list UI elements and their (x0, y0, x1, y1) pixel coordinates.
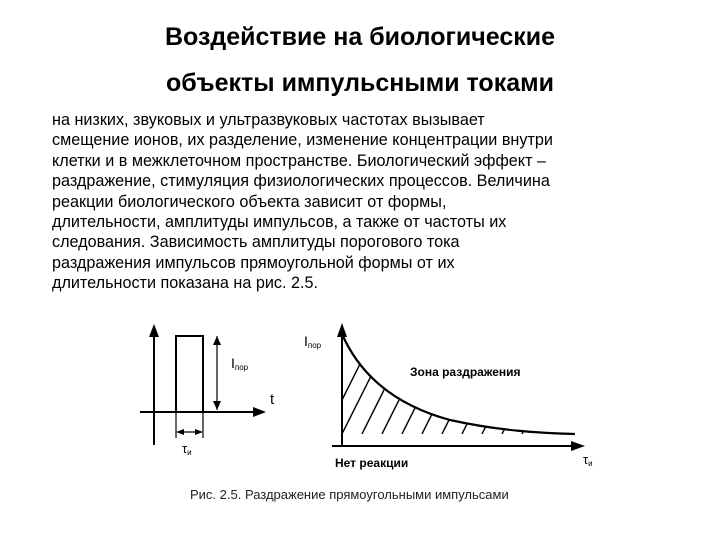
stimulation-zone-label: Зона раздражения (410, 365, 521, 379)
hatch-line (502, 334, 552, 434)
hatch-line (482, 334, 532, 434)
y-axis-label: Iпор (304, 333, 322, 350)
duration-arrow-left (176, 429, 184, 435)
hatch-line (462, 334, 512, 434)
no-reaction-label: Нет реакции (335, 456, 409, 470)
body-line-6: длительности, амплитуды импульсов, а также от частоты их (52, 213, 507, 232)
title-line-2: объекты импульсными токами (166, 69, 554, 97)
hatch-line (382, 334, 432, 434)
hatch-line (342, 340, 372, 400)
pulse-x-arrow (253, 407, 266, 417)
body-line-2: смещение ионов, их разделение, изменение концентрации внутри (52, 131, 553, 150)
amplitude-label: Iпор (231, 355, 249, 372)
body-line-5: реакции биологического объекта зависит от формы, (52, 192, 447, 211)
hatch-line (522, 334, 572, 434)
pulse-y-arrow (149, 324, 159, 337)
curve-y-arrow (337, 323, 347, 337)
pulse-waveform (176, 336, 203, 412)
no-reaction-hatching (342, 334, 572, 434)
duration-label: τи (182, 441, 192, 457)
body-line-8: раздражения импульсов прямоугольной формы от их (52, 253, 455, 272)
title-line-1: Воздействие на биологические (164, 23, 556, 51)
pulse-diagram (140, 324, 275, 457)
body-line-4: раздражение, стимуляция физиологических процессов. Величина (52, 172, 550, 191)
x-axis-label: τи (583, 452, 593, 468)
hatch-line (362, 334, 412, 434)
duration-arrow-right (195, 429, 203, 435)
figure-caption: Рис. 2.5. Раздражение прямоугольными импульсами (190, 487, 509, 502)
body-line-9: длительности показана на рис. 2.5. (52, 274, 318, 293)
threshold-curve (342, 334, 575, 434)
body-line-7: следования. Зависимость амплитуды порогового тока (52, 233, 460, 252)
body-line-1: на низких, звуковых и ультразвуковых частотах вызывает (52, 111, 485, 129)
amplitude-arrow-top (213, 336, 221, 345)
amplitude-arrow-bottom (213, 401, 221, 410)
time-label: t (270, 391, 275, 408)
curve-x-arrow (571, 441, 585, 451)
body-line-3: клетки и в межклеточном пространстве. Биологический эффект – (52, 151, 546, 170)
threshold-curve-diagram (304, 323, 593, 470)
